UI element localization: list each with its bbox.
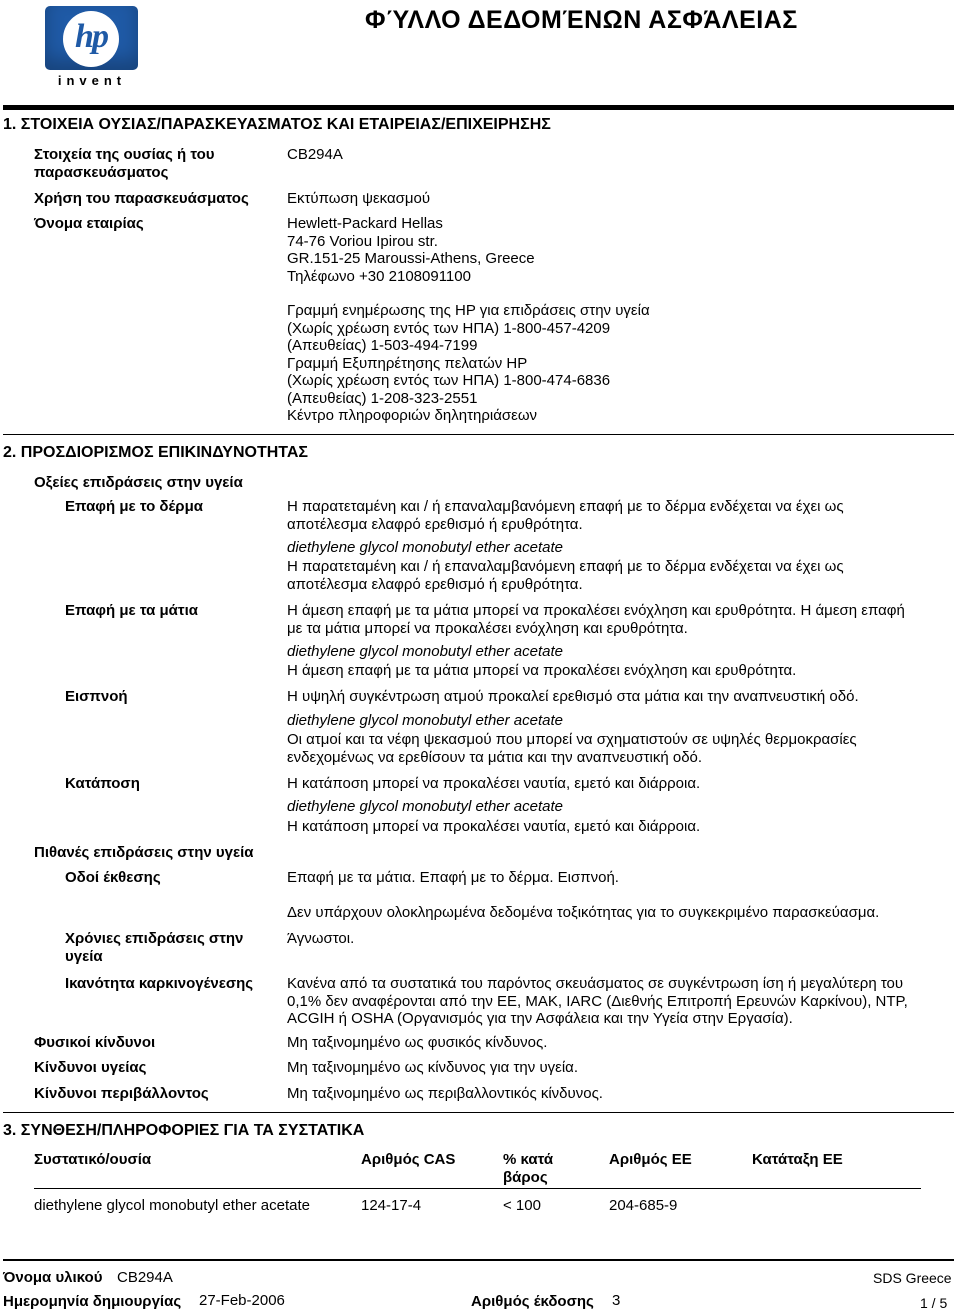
eye-contact-text: Η άμεση επαφή με τα μάτια μπορεί να προκαλέσει ενόχληση και ερυθρότητα. Η άμεση επαφή με τα μάτια μπορεί να προκαλέσει ενόχληση και ερυθρότητα.	[287, 602, 905, 637]
inhalation-label: Εισπνοή	[65, 688, 128, 705]
section-3-title: 3. ΣΥΝΘΕΣΗ/ΠΛΗΡΟΦΟΡΙΕΣ ΓΙΑ ΤΑ ΣΥΣΤΑΤΙΚΑ	[3, 1122, 365, 1139]
col-header-weight-pct: % κατά βάρος	[503, 1151, 554, 1186]
health-hazards-label: Κίνδυνοι υγείας	[34, 1059, 147, 1076]
hp-logo-text: hp	[75, 18, 107, 55]
section-2-title: 2. ΠΡΟΣΔΙΟΡΙΣΜΟΣ ΕΠΙΚΙΝΔΥΝΟΤΗΤΑΣ	[3, 444, 309, 461]
product-label: Στοιχεία της ουσίας ή του παρασκευάσματος	[34, 146, 215, 181]
chronic-effects-label: Χρόνιες επιδράσεις στην υγεία	[65, 930, 244, 965]
section-divider	[3, 1112, 954, 1113]
acute-effects-label: Οξείες επιδράσεις στην υγεία	[34, 474, 243, 491]
ingestion-component-name: diethylene glycol monobutyl ether acetate	[287, 798, 564, 815]
col-header-ec-number: Αριθμός ΕΕ	[609, 1151, 692, 1168]
health-hazards-text: Μη ταξινομημένο ως κίνδυνος για την υγεία.	[287, 1059, 579, 1076]
col-header-component: Συστατικό/ουσία	[34, 1151, 152, 1168]
col-header-ec-class: Κατάταξη ΕΕ	[752, 1151, 843, 1168]
eye-component-name: diethylene glycol monobutyl ether acetate	[287, 643, 564, 660]
use-value: Εκτύπωση ψεκασμού	[287, 190, 431, 207]
physical-hazards-label: Φυσικοί κίνδυνοι	[34, 1034, 156, 1051]
inhalation-component-name: diethylene glycol monobutyl ether acetate	[287, 712, 564, 729]
footer-divider	[3, 1259, 954, 1261]
routes-label: Οδοί έκθεσης	[65, 869, 161, 886]
skin-contact-text: Η παρατεταμένη και / ή επαναλαμβανόμενη επαφή με το δέρμα ενδέχεται να έχει ως αποτέλεσμα ελαφρό ερεθισμό ή ερυθρότητα.	[287, 498, 844, 533]
inhalation-component-text: Οι ατμοί και τα νέφη ψεκασμού που μπορεί να σχηματιστούν σε υψηλές θερμοκρασίες ενδεχομένως να ερεθίσουν τα μάτια και την αναπνευστική οδό.	[287, 731, 857, 766]
header-divider	[3, 105, 954, 110]
footer-version-label: Αριθμός έκδοσης	[471, 1293, 594, 1310]
footer-region: SDS Greece	[873, 1270, 952, 1286]
table-row-ec-number: 204-685-9	[609, 1197, 678, 1214]
carcinogenicity-text: Κανένα από τα συστατικά του παρόντος σκευάσματος σε συγκέντρωση ίση ή μεγαλύτερη του 0,1% δεν αναφέρονται από την ΕΕ, MAK, IARC (Διεθνής Επιτροπή Ερευνών Καρκίνου), NTP, ACGIH ή OSHA (Οργανισμός για την Ασφάλεια και την Υγεία στην Εργασία).	[287, 975, 908, 1027]
table-row-component: diethylene glycol monobutyl ether acetate	[34, 1197, 311, 1214]
col-header-cas: Αριθμός CAS	[361, 1151, 456, 1168]
ingestion-label: Κατάποση	[65, 775, 140, 792]
company-address: Hewlett-Packard Hellas 74-76 Voriou Ipirou str. GR.151-25 Maroussi-Athens, Greece Τηλέφωνο +30 2108091100	[287, 215, 535, 285]
inhalation-text: Η υψηλή συγκέντρωση ατμού προκαλεί ερεθισμό στα μάτια και την αναπνευστική οδό.	[287, 688, 859, 705]
skin-contact-label: Επαφή με το δέρμα	[65, 498, 203, 515]
eye-component-text: Η άμεση επαφή με τα μάτια μπορεί να προκαλέσει ενόχληση και ερυθρότητα.	[287, 662, 797, 679]
footer-page-number: 1 / 5	[920, 1295, 948, 1311]
skin-component-name: diethylene glycol monobutyl ether acetate	[287, 539, 564, 556]
physical-hazards-text: Μη ταξινομημένο ως φυσικός κίνδυνος.	[287, 1034, 548, 1051]
document-title: ΦΎΛΛΟ ΔΕΔΟΜΈΝΩΝ ΑΣΦΆΛΕΙΑΣ	[365, 6, 798, 34]
footer-version-value: 3	[612, 1292, 621, 1309]
potential-effects-label: Πιθανές επιδράσεις στην υγεία	[34, 844, 254, 861]
environmental-hazards-text: Μη ταξινομημένο ως περιβαλλοντικός κίνδυνος.	[287, 1085, 603, 1102]
toxicity-text: Δεν υπάρχουν ολοκληρωμένα δεδομένα τοξικότητας για το συγκεκριμένο παρασκεύασμα.	[287, 904, 880, 921]
footer-date-label: Ημερομηνία δημιουργίας	[3, 1293, 182, 1310]
table-header-rule	[34, 1188, 921, 1189]
contact-lines: Γραμμή ενημέρωσης της HP για επιδράσεις στην υγεία (Χωρίς χρέωση εντός των ΗΠΑ) 1-800-457-4209 (Απευθείας) 1-503-494-7199 Γραμμή Εξυπηρέτησης πελατών HP (Χωρίς χρέωση εντός των ΗΠΑ) 1-800-474-6836 (Απευθείας) 1-208-323-2551 Κέντρο πληροφοριών δηλητηριάσεων	[287, 302, 650, 424]
eye-contact-label: Επαφή με τα μάτια	[65, 602, 198, 619]
ingestion-text: Η κατάποση μπορεί να προκαλέσει ναυτία, εμετό και διάρροια.	[287, 775, 701, 792]
footer-material-value: CB294A	[117, 1269, 173, 1286]
chronic-effects-text: Άγνωστοι.	[287, 930, 355, 947]
table-row-cas: 124-17-4	[361, 1197, 422, 1214]
section-divider	[3, 434, 954, 435]
company-label: Όνομα εταιρίας	[34, 215, 144, 232]
product-value: CB294A	[287, 146, 343, 163]
routes-text: Επαφή με τα μάτια. Επαφή με το δέρμα. Εισπνοή.	[287, 869, 619, 886]
section-1-title: 1. ΣΤΟΙΧΕΙΑ ΟΥΣΙΑΣ/ΠΑΡΑΣΚΕΥΑΣΜΑΤΟΣ ΚΑΙ ΕΤΑΙΡΕΙΑΣ/ΕΠΙΧΕΙΡΗΣΗΣ	[3, 116, 551, 133]
ingestion-component-text: Η κατάποση μπορεί να προκαλέσει ναυτία, εμετό και διάρροια.	[287, 818, 701, 835]
table-row-weight-pct: < 100	[503, 1197, 541, 1214]
footer-material-label: Όνομα υλικού	[3, 1269, 103, 1286]
use-label: Χρήση του παρασκευάσματος	[34, 190, 249, 207]
skin-component-text: Η παρατεταμένη και / ή επαναλαμβανόμενη επαφή με το δέρμα ενδέχεται να έχει ως αποτέλεσμα ελαφρό ερεθισμό ή ερυθρότητα.	[287, 558, 844, 593]
carcinogenicity-label: Ικανότητα καρκινογένεσης	[65, 975, 254, 992]
footer-date-value: 27-Feb-2006	[199, 1292, 285, 1309]
environmental-hazards-label: Κίνδυνοι περιβάλλοντος	[34, 1085, 209, 1102]
hp-logo-tagline: invent	[57, 73, 127, 88]
